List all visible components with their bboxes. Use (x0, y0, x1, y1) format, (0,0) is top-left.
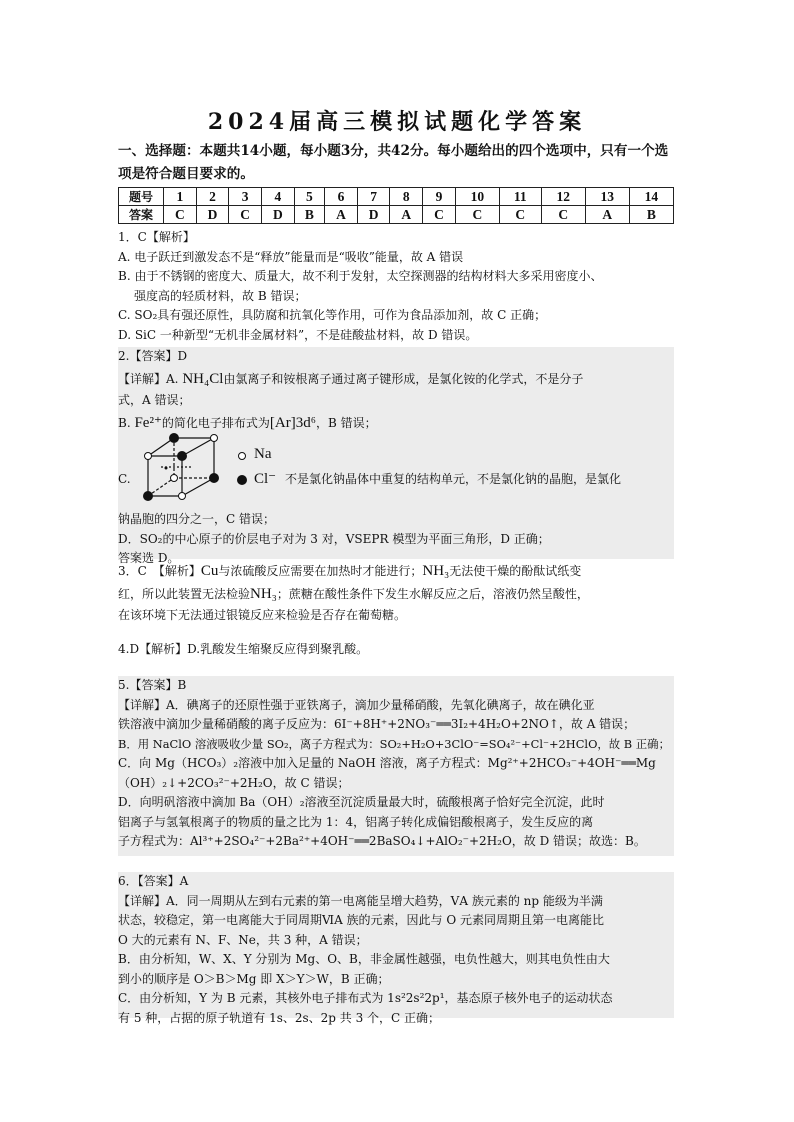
legend-na: Na (254, 446, 272, 462)
q3-line3: 在该环境下无法通过银镜反应来检验是否存在葡萄糖。 (118, 608, 407, 622)
table-cell: 9 (423, 188, 456, 206)
q2-c-label: C. (118, 472, 131, 486)
q5-head: 5.【答案】B (118, 678, 187, 692)
q5-a2: 铁溶液中滴加少量稀硝酸的离子反应为：6I⁻+8H⁺+2NO₃⁻══3I₂+4H₂O+2NO↑，故 A 错误； (118, 717, 636, 731)
table-cell: A (325, 206, 358, 224)
crystal-legend (236, 446, 296, 490)
page-title: 2024届高三模拟试题化学答案 (207, 109, 587, 135)
q3-line1 (118, 560, 674, 583)
table-cell: 5 (294, 188, 324, 206)
q1-head: 1．C【解析】 (118, 230, 195, 244)
table-cell: C (164, 206, 197, 224)
na-ion-dot (171, 475, 178, 482)
q1-d: D. SiC 一种新型“无机非金属材料”，不是硅酸盐材料，故 D 错误。 (118, 327, 478, 342)
table-cell: C (229, 206, 262, 224)
cl-ion-dot (209, 473, 219, 483)
table-cell: 6 (325, 188, 358, 206)
q5-a1: 【详解】A．碘离子的还原性强于亚铁离子，滴加少量稀硝酸，先氧化碘离子，故在碘化亚 (118, 697, 595, 712)
q5-c2: （OH）₂↓+2CO₃²⁻+2H₂O，故 C 错误； (118, 775, 350, 790)
q2-a-formula: NH₄Cl (182, 370, 224, 387)
q2-head: 2.【答案】D (118, 349, 188, 363)
q5-d2: 铝离子与氢氧根离子的物质的量之比为 1：4，铝离子转化成偏铝酸根离子，发生反应的离 (118, 814, 594, 829)
table-cell: B (629, 206, 673, 224)
q3-nh3: NH₃ (422, 563, 450, 579)
q6-c2: 有 5 种，占据的原子轨道有 1s、2s、2p 共 3 个，C 正确； (118, 1010, 441, 1025)
q2-a (118, 367, 674, 391)
table-cell: 10 (455, 188, 499, 206)
table-cell: A (390, 206, 423, 224)
q6-b2: 到小的顺序是 O＞B＞Mg 即 X＞Y＞W，B 正确； (118, 971, 390, 986)
row-label-answer: 答案 (119, 206, 164, 224)
question-number-row (119, 188, 674, 206)
q1-block (118, 228, 674, 345)
q3-nh3-2: NH₃ (250, 586, 277, 602)
table-cell: 14 (629, 188, 673, 206)
table-cell: B (294, 206, 324, 224)
legend-cl: Cl⁻ (254, 471, 277, 487)
q6-c1: C．由分析知，Y 为 B 元素，其核外电子排布式为 1s²2s²2p¹，基态原子核外电子的运动状态 (118, 991, 613, 1005)
q5-d3: 子方程式为：Al³⁺+2SO₄²⁻+2Ba²⁺+4OH⁻══2BaSO₄↓+AlO₂⁻+2H₂O，故 D 错误；故选：B。 (118, 834, 646, 848)
q2-c2: 钠晶胞的四分之一，C 错误； (118, 512, 275, 526)
na-ion-dot (211, 435, 218, 442)
table-cell: 4 (262, 188, 295, 206)
q5-block (118, 676, 674, 856)
q2-d: D．SO₂的中心原子的价层电子对为 3 对，VSEPR 模型为平面三角形，D 正确； (118, 531, 550, 546)
section-heading: 一、选择题：本题共14小题，每小题3分，共42分。每小题给出的四个选项中，只有一个选项是符合题目要求的。 (118, 143, 669, 182)
q2-c-text: 不是氯化钠晶体中重复的结构单元，不是氯化钠的晶胞，是氯化 (285, 472, 622, 486)
na-ion-dot (145, 453, 152, 460)
nacl-crystal-figure (140, 428, 248, 504)
table-cell: D (357, 206, 390, 224)
q5-d1: D．向明矾溶液中滴加 Ba（OH）₂溶液至沉淀质量最大时，硫酸根离子恰好完全沉淀，此时 (118, 795, 605, 809)
q4-block (118, 640, 674, 660)
na-legend-icon (236, 450, 248, 462)
center-dot (165, 467, 168, 470)
q1-b2: 强度高的轻质材料，故 B 错误； (134, 288, 307, 303)
table-cell: 2 (196, 188, 229, 206)
table-cell: 8 (390, 188, 423, 206)
q2-a2: 式，A 错误； (118, 392, 191, 407)
q6-b1: B．由分析知，W、X、Y 分别为 Mg、O、B，非金属性越强，电负性越大，则其电负性由大 (118, 952, 610, 966)
table-cell: D (196, 206, 229, 224)
q1-c: C. SO₂具有强还原性，具防腐和抗氧化等作用，可作为食品添加剂，故 C 正确； (118, 308, 547, 322)
q2-b-config: [Ar]3d⁶ (269, 415, 316, 431)
q1-a: A. 电子跃迁到激发态不是“释放”能量而是“吸收”能量，故 A 错误 (118, 249, 464, 264)
q3-line1-c: 无法使干燥的酚酞试纸变 (449, 564, 582, 578)
q2-final: 答案选 D。 (118, 551, 180, 565)
q6-a3: O 大的元素有 N、F、Ne，共 3 种，A 错误； (118, 932, 368, 947)
table-cell: 12 (541, 188, 585, 206)
table-cell: 3 (229, 188, 262, 206)
q2-b-post: ，B 错误； (315, 416, 377, 430)
table-cell: 7 (357, 188, 390, 206)
q3-line2-b: ；蔗糖在酸性条件下发生水解反应之后，溶液仍然呈酸性， (276, 587, 589, 601)
q2-b-ion: Fe²⁺ (134, 415, 162, 431)
q4-line: 4.D【解析】D.乳酸发生缩聚反应得到聚乳酸。 (118, 642, 369, 656)
q6-head: 6．【答案】A (118, 874, 189, 888)
q6-block (118, 872, 674, 1025)
answer-table (118, 187, 674, 224)
q6-a1: 【详解】A．同一周期从左到右元素的第一电离能呈增大趋势，ⅤA 族元素的 np 能级为半满 (118, 893, 603, 908)
q3-block (118, 560, 674, 626)
q2-b-mid: 的简化电子排布式为 (161, 416, 270, 430)
q3-line1-b: 与浓硫酸反应需要在加热时才能进行； (218, 564, 423, 578)
table-cell: C (499, 206, 541, 224)
q2-a-post: 由氯离子和铵根离子通过离子键形成，是氯化铵的化学式，不是分子 (223, 371, 584, 386)
q6-a2: 状态，较稳定，第一电离能大于同周期ⅥA 族的元素，因此与 O 元素同周期且第一电离能比 (118, 913, 605, 927)
table-cell: D (262, 206, 295, 224)
q3-line2-a: 红，所以此装置无法检验 (118, 587, 251, 601)
cl-ion-dot (169, 433, 179, 443)
q3-line2 (118, 583, 674, 606)
table-cell: 1 (164, 188, 197, 206)
q5-b: B．用 NaClO 溶液吸收少量 SO₂，离子方程式为：SO₂+H₂O+3ClO⁻=SO₄²⁻+Cl⁻+2HClO，故 B 正确； (118, 736, 670, 751)
row-label-number: 题号 (119, 188, 164, 206)
cl-ion-dot (177, 451, 187, 461)
table-cell: 13 (585, 188, 629, 206)
q5-c1: C．向 Mg（HCO₃）₂溶液中加入足量的 NaOH 溶液，离子方程式：Mg²⁺+2HCO₃⁻+4OH⁻══Mg (118, 756, 656, 770)
q2-a-pre: 【详解】A. (118, 371, 179, 386)
table-cell: C (423, 206, 456, 224)
q3-cu: Cu (200, 563, 219, 579)
q2-b-pre: B. (118, 416, 131, 430)
table-cell: C (455, 206, 499, 224)
q3-line1-a: 3．C 【解析】 (118, 564, 201, 578)
table-cell: C (541, 206, 585, 224)
table-cell: A (585, 206, 629, 224)
na-ion-dot (179, 493, 186, 500)
table-cell: 11 (499, 188, 541, 206)
cl-legend-icon (236, 474, 248, 486)
cl-ion-dot (143, 491, 153, 501)
q1-b1: B. 由于不锈钢的密度大、质量大，故不利于发射，太空探测器的结构材料大多采用密度小、 (118, 269, 603, 283)
answer-row (119, 206, 674, 224)
